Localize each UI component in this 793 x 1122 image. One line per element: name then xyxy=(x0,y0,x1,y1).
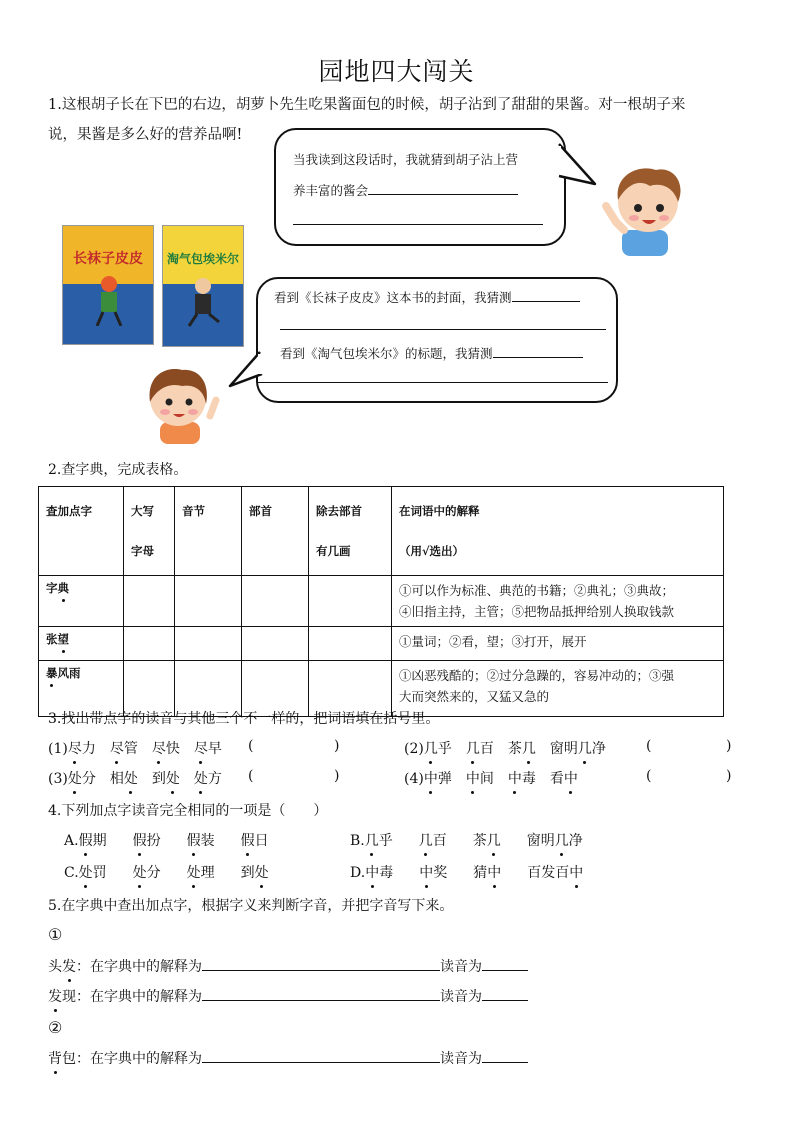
char: 百 xyxy=(527,865,542,881)
word-with-dot xyxy=(133,833,161,849)
dotted-char: 几 xyxy=(487,830,501,850)
dotted-char: 处 xyxy=(166,768,180,788)
word-with-dot xyxy=(68,741,96,757)
dotted-char: 几 xyxy=(555,830,569,850)
dotted-char: 假 xyxy=(187,830,201,850)
answer-paren-close[interactable]: ) xyxy=(726,738,732,754)
reading-label: 读音为 xyxy=(440,959,482,975)
q3-heading: 3.找出带点字的读音与其他三个不一样的，把词语填在括号里。 xyxy=(48,711,440,727)
header-label: 大写 xyxy=(131,504,154,518)
char: 的 xyxy=(146,1051,160,1067)
reading-label: 读音为 xyxy=(440,1051,482,1067)
bubble2-line1: 看到《长袜子皮皮》这本书的封面，我猜测 xyxy=(274,290,512,305)
answer-cell[interactable] xyxy=(124,627,175,661)
char: 释 xyxy=(174,1051,188,1067)
dotted-char: 发 xyxy=(62,956,76,976)
char: 扮 xyxy=(146,833,161,849)
char: 雨 xyxy=(69,666,81,680)
dotted-char: 处 xyxy=(133,862,147,882)
dotted-char: 中 xyxy=(564,768,578,788)
dotted-char: 处 xyxy=(194,768,208,788)
q5-line-1 xyxy=(48,956,528,976)
answer-paren-open: ( xyxy=(646,738,652,754)
char: 释 xyxy=(174,989,188,1005)
char: 解 xyxy=(160,1051,174,1067)
q4-heading: 4.下列加点字读音完全相同的一项是（ ） xyxy=(48,803,328,819)
header-label: 有几画 xyxy=(316,544,351,558)
word-with-dot xyxy=(79,865,107,881)
book-cover-pippi xyxy=(62,225,154,345)
word-with-dot xyxy=(550,771,578,787)
word-with-dot xyxy=(550,741,606,757)
book2-figure xyxy=(185,276,221,328)
char: 在 xyxy=(90,959,104,975)
char: ： xyxy=(76,959,90,975)
char: 理 xyxy=(200,865,215,881)
dotted-char: 尽 xyxy=(68,738,82,758)
char: 解 xyxy=(160,959,174,975)
q3-item xyxy=(404,768,592,788)
word-with-dot xyxy=(473,833,501,849)
header-label: 字母 xyxy=(131,544,154,558)
word-with-dot xyxy=(527,865,583,881)
option-label: B. xyxy=(350,833,365,849)
reading-label: 读音为 xyxy=(440,989,482,1005)
word-with-dot xyxy=(466,771,494,787)
char: 明 xyxy=(563,741,578,757)
char: 解 xyxy=(160,989,174,1005)
q5-line-prefix xyxy=(48,1051,202,1067)
dotted-char: 处 xyxy=(255,862,269,882)
q5-line-prefix xyxy=(48,989,202,1005)
char: 中 xyxy=(132,959,146,975)
explain-cell[interactable] xyxy=(392,627,724,661)
header-label: 部首 xyxy=(249,504,272,518)
dotted-char: 典 xyxy=(57,581,69,595)
dotted-char: 发 xyxy=(48,986,62,1006)
header-cell xyxy=(309,487,392,576)
word-with-dot xyxy=(79,833,107,849)
bubble1-tail xyxy=(555,140,600,190)
word-with-dot xyxy=(365,865,393,881)
item-number: (2) xyxy=(404,741,424,757)
word-cell xyxy=(39,576,124,627)
word-with-dot xyxy=(508,771,536,787)
dotted-char: 暴 xyxy=(46,666,58,680)
char: 明 xyxy=(540,833,555,849)
char: 典 xyxy=(118,959,132,975)
option-label: C. xyxy=(64,865,79,881)
char: 百 xyxy=(479,741,494,757)
char: 字 xyxy=(46,581,58,595)
dotted-char: 假 xyxy=(79,830,93,850)
answer-paren-open: ( xyxy=(646,768,652,784)
char: 发 xyxy=(541,865,556,881)
char: 释 xyxy=(174,959,188,975)
word-with-dot xyxy=(46,666,81,680)
table-row xyxy=(39,576,724,627)
char: 期 xyxy=(92,833,107,849)
dotted-char: 尽 xyxy=(152,738,166,758)
dotted-char: 几 xyxy=(578,738,592,758)
header-cell xyxy=(175,487,242,576)
char: 字 xyxy=(104,1051,118,1067)
dotted-char: 几 xyxy=(424,738,438,758)
q5-line-prefix xyxy=(48,959,202,975)
char: 毒 xyxy=(379,865,394,881)
book-cover-emil xyxy=(162,225,244,347)
dotted-char: 处 xyxy=(79,862,93,882)
header-cell xyxy=(39,487,124,576)
dotted-char: 几 xyxy=(522,738,536,758)
answer-cell[interactable] xyxy=(175,627,242,661)
word-with-dot xyxy=(152,741,180,757)
header-label: （用√选出） xyxy=(399,544,465,558)
q3-item xyxy=(48,738,236,758)
dotted-char: 几 xyxy=(419,830,433,850)
dotted-char: 中 xyxy=(419,862,433,882)
word-with-dot xyxy=(187,865,215,881)
book1-figure xyxy=(91,274,127,326)
answer-paren-close[interactable]: ) xyxy=(726,768,732,784)
char: 管 xyxy=(123,741,138,757)
dictionary-table xyxy=(38,486,724,717)
char: 看 xyxy=(549,771,564,787)
char: 张 xyxy=(46,632,58,646)
header-label: 查加点字 xyxy=(46,504,92,518)
q4-option-b[interactable] xyxy=(350,830,609,850)
explain-text: ①量词；②看，望；③打开，展开 xyxy=(399,634,587,649)
q5-mark-1: ① xyxy=(48,925,63,944)
char: 相 xyxy=(109,771,124,787)
char: 在 xyxy=(90,989,104,1005)
dotted-char: 假 xyxy=(241,830,255,850)
word-with-dot xyxy=(110,741,138,757)
char: 净 xyxy=(591,741,606,757)
char: 早 xyxy=(207,741,222,757)
answer-blank[interactable] xyxy=(258,382,608,383)
dotted-char: 中 xyxy=(365,862,379,882)
dotted-char: 中 xyxy=(508,768,522,788)
word-with-dot xyxy=(152,771,180,787)
char: 方 xyxy=(207,771,222,787)
q1-text-line2: 说，果酱是多么好的营养品啊! xyxy=(48,127,243,143)
answer-paren-close[interactable]: ) xyxy=(334,738,340,754)
book2-title: 淘气包埃米尔 xyxy=(166,252,239,266)
char: 的 xyxy=(146,959,160,975)
word-with-dot xyxy=(241,833,269,849)
char: 在 xyxy=(90,1051,104,1067)
q5-heading: 5.在字典中查出加点字，根据字义来判断字音，并把字音写下来。 xyxy=(48,898,454,914)
answer-cell[interactable] xyxy=(124,576,175,627)
answer-paren-open: ( xyxy=(248,738,254,754)
answer-paren-open: ( xyxy=(248,768,254,784)
char: 力 xyxy=(81,741,96,757)
char: 罚 xyxy=(92,865,107,881)
answer-blank[interactable] xyxy=(368,180,518,195)
char: 分 xyxy=(81,771,96,787)
word-with-dot xyxy=(194,741,222,757)
char: 间 xyxy=(479,771,494,787)
explain-cell[interactable] xyxy=(392,661,724,717)
explain-text: ①可以作为标准、典范的书籍；②典礼；③典故； xyxy=(399,583,675,598)
answer-cell[interactable] xyxy=(242,576,309,627)
char: 百 xyxy=(432,833,447,849)
char: ： xyxy=(76,989,90,1005)
word-with-dot xyxy=(68,771,96,787)
explain-text: ④旧指主持，主管；⑤把物品抵押给别人换取钱款 xyxy=(399,604,675,619)
answer-blank[interactable] xyxy=(512,287,580,302)
item-number: (4) xyxy=(404,771,424,787)
page-title: 园地四大闯关 xyxy=(318,57,475,86)
char: 装 xyxy=(200,833,215,849)
char: 快 xyxy=(165,741,180,757)
char: 为 xyxy=(188,989,202,1005)
item-number: (3) xyxy=(48,771,68,787)
char: 猜 xyxy=(473,865,488,881)
answer-blank[interactable] xyxy=(482,1048,528,1063)
q4-option-c[interactable] xyxy=(64,862,295,882)
q1-text-line1: 1.这根胡子长在下巴的右边，胡萝卜先生吃果酱面包的时候，胡子沾到了甜甜的果酱。对一根胡子来 xyxy=(48,97,686,113)
dotted-char: 望 xyxy=(57,632,69,646)
explain-text: 大而突然来的，又猛又急的 xyxy=(399,689,550,704)
char: 字 xyxy=(104,989,118,1005)
char: 典 xyxy=(118,1051,132,1067)
word-with-dot xyxy=(187,833,215,849)
word-with-dot xyxy=(424,741,452,757)
char: 乎 xyxy=(378,833,393,849)
header-label: 音节 xyxy=(182,504,205,518)
char: 为 xyxy=(188,959,202,975)
answer-cell[interactable] xyxy=(242,627,309,661)
q5-line-3 xyxy=(48,1048,528,1068)
char: 现 xyxy=(62,989,76,1005)
answer-blank[interactable] xyxy=(202,986,440,1001)
bubble2-tail xyxy=(226,350,266,392)
q5-mark-2: ② xyxy=(48,1018,63,1037)
bubble1-line2: 养丰富的酱会 xyxy=(293,183,369,198)
word-with-dot xyxy=(424,771,452,787)
word-with-dot xyxy=(466,741,494,757)
answer-blank[interactable] xyxy=(482,956,528,971)
word-with-dot xyxy=(508,741,536,757)
word-with-dot xyxy=(46,632,69,646)
dotted-char: 处 xyxy=(124,768,138,788)
dotted-char: 中 xyxy=(487,862,501,882)
word-cell xyxy=(39,627,124,661)
dotted-char: 几 xyxy=(466,738,480,758)
q5-line-2 xyxy=(48,986,528,1006)
table-row xyxy=(39,627,724,661)
bubble2-line3: 看到《淘气包埃米尔》的标题，我猜测 xyxy=(280,346,493,361)
word-with-dot xyxy=(419,833,447,849)
char: 乎 xyxy=(437,741,452,757)
dotted-char: 中 xyxy=(424,768,438,788)
dotted-char: 处 xyxy=(68,768,82,788)
word-with-dot xyxy=(133,865,161,881)
dotted-char: 尽 xyxy=(110,738,124,758)
char: 字 xyxy=(104,959,118,975)
dotted-char: 尽 xyxy=(194,738,208,758)
word-with-dot xyxy=(419,865,447,881)
explain-text: ①凶恶残酷的；②过分急躁的，容易冲动的；③强 xyxy=(399,668,675,683)
char: 日 xyxy=(254,833,269,849)
speech-bubble-2 xyxy=(256,277,618,403)
book1-title: 长袜子皮皮 xyxy=(73,251,143,267)
dotted-char: 中 xyxy=(466,768,480,788)
answer-blank[interactable] xyxy=(493,343,583,358)
dotted-char: 几 xyxy=(365,830,379,850)
word-with-dot xyxy=(46,581,69,595)
answer-blank[interactable] xyxy=(280,329,606,330)
char: 典 xyxy=(118,989,132,1005)
word-with-dot xyxy=(365,833,393,849)
answer-blank[interactable] xyxy=(202,1048,440,1063)
q4-option-a[interactable] xyxy=(64,830,295,850)
option-label: A. xyxy=(64,833,79,849)
char: 茶 xyxy=(472,833,487,849)
word-with-dot xyxy=(527,833,583,849)
answer-cell[interactable] xyxy=(309,576,392,627)
q4-option-d[interactable] xyxy=(350,862,609,882)
char: 弹 xyxy=(437,771,452,787)
word-with-dot xyxy=(110,771,138,787)
q3-item xyxy=(404,738,620,758)
option-label: D. xyxy=(350,865,366,881)
answer-paren-close[interactable]: ) xyxy=(334,768,340,784)
char: 到 xyxy=(240,865,255,881)
dotted-char: 假 xyxy=(133,830,147,850)
word-with-dot xyxy=(194,771,222,787)
char: 毒 xyxy=(521,771,536,787)
header-label: 除去部首 xyxy=(316,504,362,518)
char: 头 xyxy=(48,959,62,975)
char: 为 xyxy=(188,1051,202,1067)
char: 茶 xyxy=(507,741,522,757)
char: 风 xyxy=(57,666,69,680)
dotted-char: 处 xyxy=(187,862,201,882)
bubble1-line1: 当我读到这段话时，我就猜到胡子沾上营 xyxy=(293,152,519,167)
dotted-char: 中 xyxy=(569,862,583,882)
char: 净 xyxy=(568,833,583,849)
speech-bubble-1 xyxy=(274,128,566,246)
answer-blank[interactable] xyxy=(293,224,543,225)
answer-cell[interactable] xyxy=(175,576,242,627)
char: 百 xyxy=(555,865,570,881)
char: 中 xyxy=(132,1051,146,1067)
char: 分 xyxy=(146,865,161,881)
explain-cell[interactable] xyxy=(392,576,724,627)
char: 奖 xyxy=(433,865,448,881)
char: 窗 xyxy=(526,833,541,849)
word-with-dot xyxy=(241,865,269,881)
answer-cell[interactable] xyxy=(309,627,392,661)
q3-item xyxy=(48,768,236,788)
header-label: 在词语中的解释 xyxy=(399,504,480,518)
char: 到 xyxy=(151,771,166,787)
q3-items xyxy=(48,738,748,798)
answer-blank[interactable] xyxy=(202,956,440,971)
char: 中 xyxy=(132,989,146,1005)
dotted-char: 背 xyxy=(48,1048,62,1068)
girl-cartoon-image xyxy=(138,360,222,444)
char: 窗 xyxy=(549,741,564,757)
q2-heading: 2.查字典，完成表格。 xyxy=(48,462,188,478)
char: ： xyxy=(76,1051,90,1067)
item-number: (1) xyxy=(48,741,68,757)
header-cell xyxy=(124,487,175,576)
header-cell xyxy=(392,487,724,576)
char: 包 xyxy=(62,1051,76,1067)
char: 的 xyxy=(146,989,160,1005)
answer-blank[interactable] xyxy=(482,986,528,1001)
header-cell xyxy=(242,487,309,576)
boy-cartoon-image xyxy=(600,160,692,256)
word-with-dot xyxy=(473,865,501,881)
